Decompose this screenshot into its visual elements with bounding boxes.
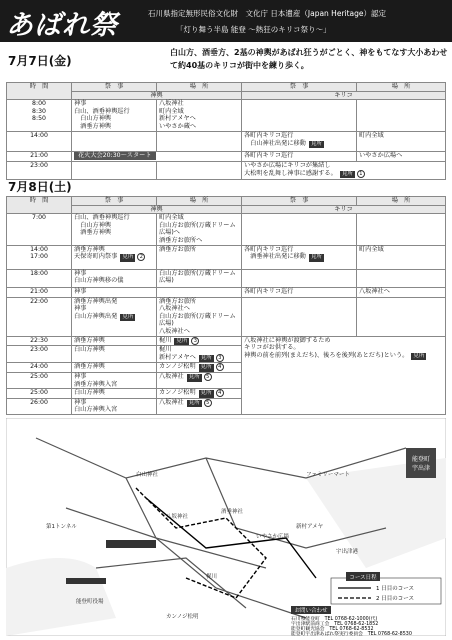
- time-cell: 25:00: [7, 389, 72, 399]
- map-label: 宇出津港: [336, 549, 359, 555]
- map-label: 白山神社: [136, 472, 159, 478]
- highlight-badge: 見所: [188, 373, 200, 380]
- place-cell: 八坂神社 見所 5: [157, 372, 242, 388]
- kiriko-place-cell: いやさか広場へ: [357, 152, 446, 162]
- map-label: 酒垂神社: [221, 509, 244, 515]
- day2-schedule: [6, 196, 446, 415]
- contact-title: お問い合わせ: [294, 608, 328, 614]
- fireworks-note: 花火大会20:30〜スタート: [74, 152, 156, 160]
- kiriko-place-cell: 町内全域: [357, 132, 446, 152]
- heritage-subtitle: 石川県指定無形民俗文化財 文化庁 日本遺産（Japan Heritage）認定: [148, 9, 387, 18]
- contact-line: 宇出津駅前商工会 TEL 0768-62-1852: [291, 622, 379, 627]
- place-cell: 酒垂方お旅所 八坂神社へ 白山方お旅所(万蔵ドリーム広場) 八坂神社へ: [157, 297, 242, 336]
- legend-title: コース日程: [349, 575, 377, 581]
- time-cell: 24:00: [7, 363, 72, 373]
- time-cell: 8:00 8:30 8:50: [7, 100, 72, 132]
- head-kiriko: キリコ: [242, 205, 446, 214]
- kiriko-event-cell: [242, 214, 357, 245]
- kiriko-event-cell: 各町内キリコ巡行 白山神社出発に移動 見所: [242, 132, 357, 152]
- svg-text:宇出津: 宇出津: [411, 465, 431, 472]
- place-cell: 白山方お旅所(万蔵ドリーム広場): [157, 269, 242, 287]
- time-cell: 21:00: [7, 152, 72, 162]
- highlight-badge: 見所: [341, 170, 353, 177]
- place-cell: 梶川 見所 3: [157, 336, 242, 346]
- head-place-2: 場 所: [357, 197, 446, 206]
- time-cell: 18:00: [7, 269, 72, 287]
- time-cell: 22:30: [7, 336, 72, 346]
- contact-line: 能登町宇出津あばれ祭実行委員会 TEL 0768-62-8530: [291, 632, 412, 636]
- map-label: 八坂神社: [166, 514, 189, 520]
- kiriko-place-cell: 町内全域: [357, 245, 446, 269]
- legend-day2: 2 日目のコース: [376, 596, 414, 602]
- time-cell: 23:00: [7, 162, 72, 180]
- map-label: 梶川: [206, 574, 218, 580]
- time-cell: 22:00: [7, 297, 72, 336]
- place-cell: 八坂神社 町内全域 新村アメヤへ いやさか蔵へ: [157, 100, 242, 132]
- time-cell: 14:00 17:00: [7, 245, 72, 269]
- kiriko-event-cell: [242, 100, 357, 132]
- head-mikoshi: 神輿: [72, 205, 242, 214]
- map-label: 能登町役場: [76, 599, 104, 605]
- time-cell: 23:00: [7, 346, 72, 363]
- head-time: 時 間: [7, 83, 72, 100]
- map-label: ファミリーマート: [306, 472, 350, 478]
- kiriko-place-cell: [357, 269, 446, 287]
- place-cell: カンノジ松明 見所 4: [157, 363, 242, 373]
- place-cell: [157, 287, 242, 297]
- kiriko-event-cell: [242, 269, 357, 287]
- contact-line: 能登町観光協会 TEL 0768-62-8532: [291, 627, 374, 632]
- place-cell: [157, 132, 242, 152]
- place-cell: 梶川 新村アメヤへ 見所 3: [157, 346, 242, 363]
- festival-title: あばれ祭: [6, 10, 118, 41]
- event-cell: 酒垂方神輿: [72, 363, 157, 373]
- highlight-badge: 見所: [122, 254, 134, 261]
- landmark-block: [106, 540, 156, 548]
- head-event-2: 祭 事: [242, 83, 357, 92]
- event-cell: 神事 酒垂方神輿入宮: [72, 372, 157, 388]
- place-cell: 八坂神社 見所 5: [157, 398, 242, 414]
- highlight-badge: 見所: [310, 140, 322, 147]
- head-kiriko: キリコ: [242, 91, 446, 100]
- place-cell: [157, 162, 242, 180]
- time-cell: 21:00: [7, 287, 72, 297]
- head-event: 祭 事: [72, 83, 157, 92]
- kiriko-place-cell: [357, 214, 446, 245]
- highlight-badge: 見所: [200, 354, 212, 361]
- kiriko-event-cell: 各町内キリコ巡行 酒垂神社出発に移動 見所: [242, 245, 357, 269]
- day2-date: 7月8日(土): [8, 180, 72, 194]
- event-cell: 白山方神輿: [72, 389, 157, 399]
- kiriko-event-cell: 各町内キリコ巡行: [242, 152, 357, 162]
- kiriko-place-cell: [357, 297, 446, 336]
- contact-line: 石川県能登町 TEL 0768-62-1000(代): [291, 617, 378, 622]
- highlight-badge: 見所: [200, 390, 212, 397]
- kiriko-place-cell: [357, 100, 446, 132]
- event-cell: [72, 132, 157, 152]
- kiriko-place-cell: 八坂神社へ: [357, 287, 446, 297]
- place-cell: カンノジ松明 見所 4: [157, 389, 242, 399]
- head-place-2: 場 所: [357, 83, 446, 92]
- highlight-badge: 見所: [176, 337, 188, 344]
- landmark-block: [66, 578, 106, 584]
- kiriko-finale-cell: いやさか広場にキリコが集結し 大松明を乱舞し神事に感謝する。 見所 1: [242, 162, 446, 180]
- day1-date: 7月7日(金): [8, 54, 72, 68]
- event-cell: 酒垂方神輿 天保寄町内祭事 見所 2: [72, 245, 157, 269]
- map-label: いやさか広場: [256, 534, 290, 540]
- time-cell: 25:00: [7, 372, 72, 388]
- map-label: 新村アメヤ: [296, 524, 324, 530]
- area-badge: [406, 448, 436, 478]
- head-place: 場 所: [157, 83, 242, 92]
- area-badge-text: 能登町: [411, 456, 431, 463]
- map-label: カンノジ松明: [166, 614, 199, 620]
- heritage-subtitle-2: 「灯り舞う半島 能登 〜熱狂のキリコ祭り〜」: [176, 25, 331, 34]
- highlight-badge: 見所: [188, 399, 200, 406]
- highlight-badge: 見所: [122, 313, 134, 320]
- event-cell: 酒垂方神輿: [72, 336, 157, 346]
- place-cell: 酒垂方お旅所: [157, 245, 242, 269]
- legend-day1: 1 日目のコース: [376, 586, 414, 592]
- header-banner: [0, 0, 452, 42]
- day1-schedule: [6, 82, 446, 180]
- head-place: 場 所: [157, 197, 242, 206]
- event-cell: 白山方神輿: [72, 346, 157, 363]
- kiriko-escort-cell: 八坂神社に神輿が渡御するため キリコがお供する。 神輿の前を前列(まえだち)、後ろを後列(あとだち)という。 見所: [242, 336, 446, 414]
- event-cell: [72, 152, 242, 162]
- event-cell: 神事 白山方神輿入宮: [72, 398, 157, 414]
- kiriko-event-cell: [242, 297, 357, 336]
- head-mikoshi: 神輿: [72, 91, 242, 100]
- place-cell: 町内全域 白山方お旅所(万蔵ドリーム広場)へ 酒垂方お旅所へ: [157, 214, 242, 245]
- event-cell: 神事 白山、酒垂神輿巡行 白山方神輿 酒垂方神輿: [72, 100, 157, 132]
- time-cell: 26:00: [7, 398, 72, 414]
- head-event-2: 祭 事: [242, 197, 357, 206]
- highlight-badge: 見所: [200, 364, 212, 371]
- time-cell: 14:00: [7, 132, 72, 152]
- map-label: 第1トンネル: [46, 524, 77, 530]
- event-cell: 白山、酒垂神輿巡行 白山方神輿 酒垂方神輿: [72, 214, 157, 245]
- kiriko-event-cell: 各町内キリコ巡行: [242, 287, 357, 297]
- highlight-badge: 見所: [413, 352, 425, 359]
- event-cell: 酒垂方神輿出発 神事 白山方神輿出発 見所: [72, 297, 157, 336]
- event-cell: 神事 白山方神輿移の儀: [72, 269, 157, 287]
- head-time: 時 間: [7, 197, 72, 214]
- highlight-badge: 見所: [310, 254, 322, 261]
- lead-text: 白山方、酒垂方、2基の神輿があばれ狂うがごとく、神をもてなす大小あわせて約40基のキリコが街中を練り歩く。: [170, 48, 448, 70]
- route-map: [6, 418, 446, 636]
- event-cell: 神事: [72, 287, 157, 297]
- event-cell: [72, 162, 157, 180]
- head-event: 祭 事: [72, 197, 157, 206]
- time-cell: 7:00: [7, 214, 72, 245]
